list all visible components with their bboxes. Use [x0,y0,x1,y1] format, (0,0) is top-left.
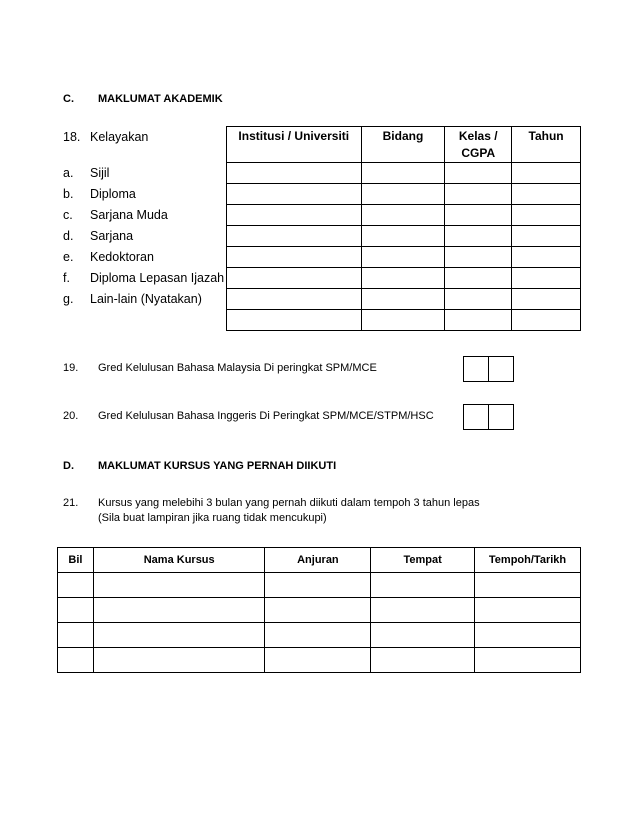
table-row [58,598,581,623]
q18-item-e-label: Kedoktoran [90,250,154,264]
q18-item-a-letter: a. [63,166,74,180]
cell-kelas[interactable] [445,205,512,226]
cell-nama-kursus[interactable] [93,573,265,598]
q18-item-b-label: Diploma [90,187,136,201]
q18-item-d-letter: d. [63,229,74,243]
cell-anjuran[interactable] [265,598,371,623]
cell-tahun[interactable] [512,184,581,205]
cell-nama-kursus[interactable] [93,623,265,648]
q20-number: 20. [63,410,79,422]
table-row [227,268,581,289]
cell-tempat[interactable] [371,573,475,598]
cell-tempat[interactable] [371,648,475,673]
q20-grade-box-1[interactable] [463,404,489,430]
cell-tahun[interactable] [512,226,581,247]
cell-tahun[interactable] [512,205,581,226]
cell-institusi[interactable] [227,205,362,226]
cell-kelas[interactable] [445,289,512,310]
table-row [227,226,581,247]
cell-bil[interactable] [58,623,94,648]
cell-institusi[interactable] [227,289,362,310]
q21-line2: (Sila buat lampiran jika ruang tidak mencukupi) [98,512,327,524]
cell-tahun[interactable] [512,310,581,331]
cell-institusi[interactable] [227,247,362,268]
academic-table [226,126,581,331]
q18-label: Kelayakan [90,130,149,144]
cell-anjuran[interactable] [265,623,371,648]
cell-bidang[interactable] [361,184,445,205]
cell-kelas[interactable] [445,310,512,331]
table-row [58,623,581,648]
cell-institusi[interactable] [227,310,362,331]
table-row [227,163,581,184]
col-header-bidang: Bidang [361,127,445,163]
cell-tempoh[interactable] [475,598,581,623]
col-header-kelas: Kelas / CGPA [445,127,512,163]
section-c-title: MAKLUMAT AKADEMIK [98,93,223,105]
cell-institusi[interactable] [227,226,362,247]
cell-anjuran[interactable] [265,648,371,673]
cell-nama-kursus[interactable] [93,598,265,623]
cell-kelas[interactable] [445,184,512,205]
cell-anjuran[interactable] [265,573,371,598]
q18-item-f-label: Diploma Lepasan Ijazah [90,271,225,285]
cell-bidang[interactable] [361,247,445,268]
q18-item-c-label: Sarjana Muda [90,208,168,222]
cell-tempat[interactable] [371,623,475,648]
cell-tahun[interactable] [512,268,581,289]
q18-item-b-letter: b. [63,187,74,201]
q19-text: Gred Kelulusan Bahasa Malaysia Di peringkat SPM/MCE [98,362,377,374]
table-row [227,184,581,205]
cell-tempoh[interactable] [475,573,581,598]
q20-grade-box-2[interactable] [488,404,514,430]
cell-bil[interactable] [58,573,94,598]
table-row [227,289,581,310]
col-header-nama-kursus: Nama Kursus [93,548,265,573]
col-header-institusi: Institusi / Universiti [227,127,362,163]
table-row [58,573,581,598]
cell-kelas[interactable] [445,268,512,289]
cell-tahun[interactable] [512,163,581,184]
cell-tempoh[interactable] [475,623,581,648]
table-row [227,310,581,331]
cell-nama-kursus[interactable] [93,648,265,673]
table-row [58,648,581,673]
q18-item-d-label: Sarjana [90,229,134,243]
cell-tempoh[interactable] [475,648,581,673]
col-header-tahun: Tahun [512,127,581,163]
cell-institusi[interactable] [227,184,362,205]
section-d-title: MAKLUMAT KURSUS YANG PERNAH DIIKUTI [98,460,337,472]
q18-item-a-label: Sijil [90,166,110,180]
q21-line1: Kursus yang melebihi 3 bulan yang pernah diikuti dalam tempoh 3 tahun lepas [98,497,480,509]
q18-number: 18. [63,130,81,144]
q19-number: 19. [63,362,79,374]
cell-bidang[interactable] [361,205,445,226]
cell-kelas[interactable] [445,226,512,247]
cell-bidang[interactable] [361,289,445,310]
q18-item-f-letter: f. [63,271,70,285]
q18-item-e-letter: e. [63,250,74,264]
section-d-letter: D. [63,460,74,472]
cell-tahun[interactable] [512,247,581,268]
q19-grade-box-1[interactable] [463,356,489,382]
q19-grade-box-2[interactable] [488,356,514,382]
cell-kelas[interactable] [445,247,512,268]
col-header-tempoh: Tempoh/Tarikh [475,548,581,573]
q18-item-c-letter: c. [63,208,73,222]
section-c-letter: C. [63,93,74,105]
col-header-anjuran: Anjuran [265,548,371,573]
table-row [227,247,581,268]
q20-text: Gred Kelulusan Bahasa Inggeris Di Peringkat SPM/MCE/STPM/HSC [98,410,434,422]
cell-bidang[interactable] [361,268,445,289]
cell-bidang[interactable] [361,163,445,184]
cell-institusi[interactable] [227,268,362,289]
cell-bidang[interactable] [361,226,445,247]
col-header-bil: Bil [58,548,94,573]
table-row [227,205,581,226]
cell-institusi[interactable] [227,163,362,184]
kursus-table [57,547,581,673]
cell-bil[interactable] [58,648,94,673]
q18-item-g-label: Lain-lain (Nyatakan) [90,292,202,306]
cell-bil[interactable] [58,598,94,623]
cell-bidang[interactable] [361,310,445,331]
cell-tempat[interactable] [371,598,475,623]
q18-item-g-letter: g. [63,292,74,306]
col-header-tempat: Tempat [371,548,475,573]
cell-tahun[interactable] [512,289,581,310]
cell-kelas[interactable] [445,163,512,184]
q21-number: 21. [63,497,79,509]
